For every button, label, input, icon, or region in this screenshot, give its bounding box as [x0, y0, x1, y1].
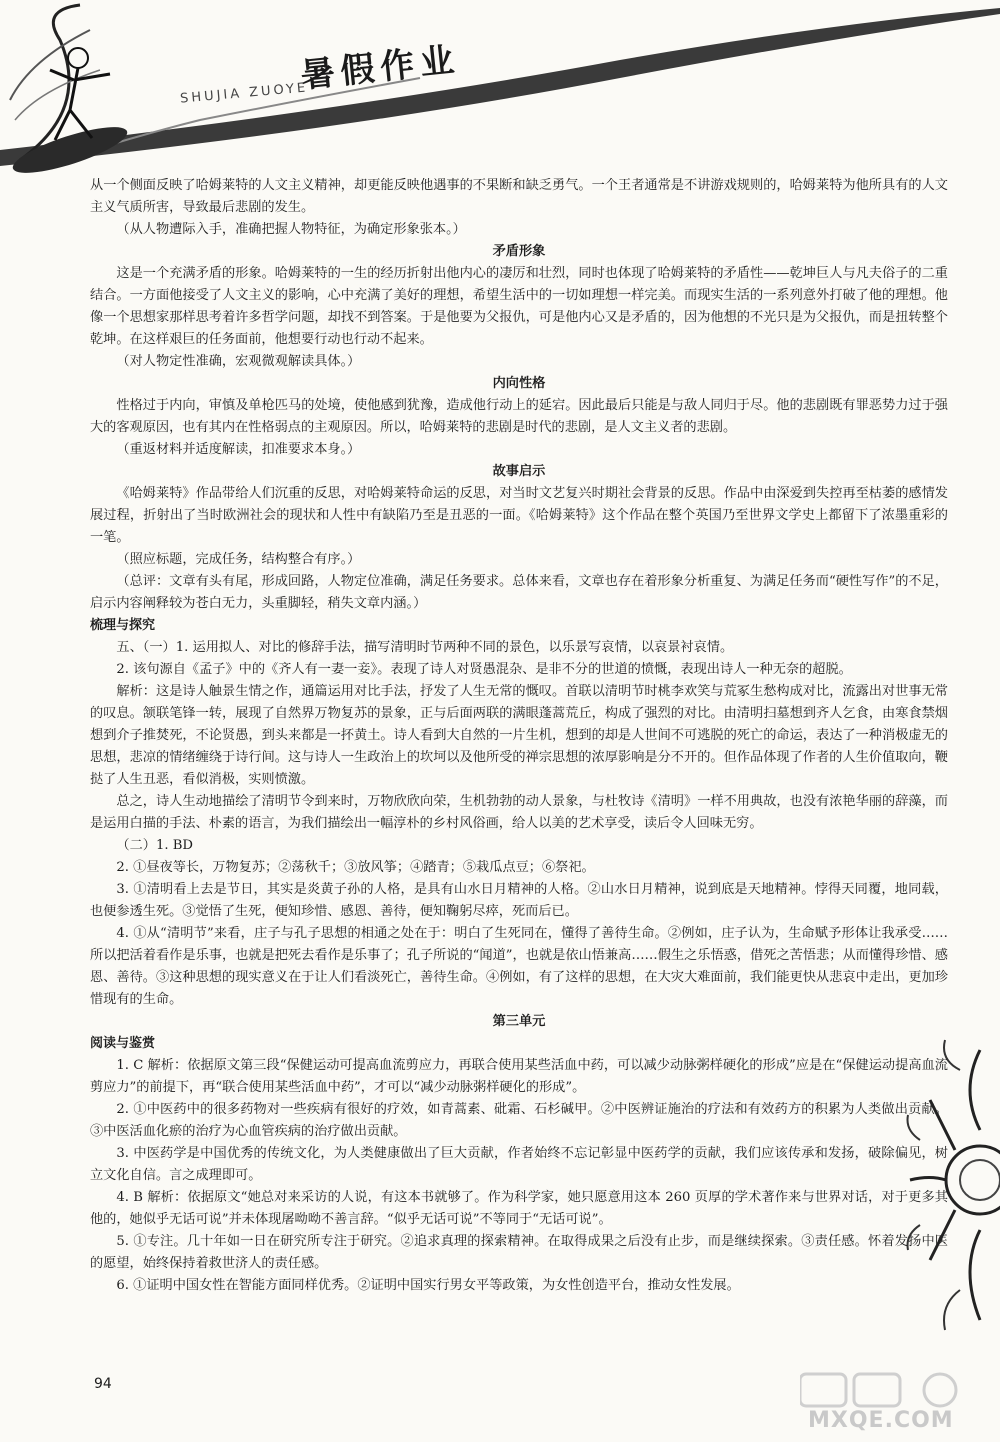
page-number: 94 [94, 1376, 112, 1392]
header-title: 暑假作业 [298, 39, 463, 97]
watermark-text: MXQE.COM [808, 1408, 954, 1433]
answer-item: 3. 中医药学是中国优秀的传统文化，为人类健康做出了巨大贡献，作者始终不忘记彰显中医药学的贡献，我们应该传承和发扬，破除偏见，树立文化自信。言之成理即可。 [90, 1146, 948, 1183]
answer-item: 4. B 解析：依据原文“她总对来采访的人说，有这本书就够了。作为科学家，她只愿意用这本 260 页厚的学术著作来与世界对话，对于更多其他的，她似乎无话可说”并未体现屠呦呦不善言辞。“似乎无话可说”不等同于“无话可说”。 [90, 1190, 948, 1227]
paragraph: 这是一个充满矛盾的形象。哈姆莱特的一生的经历折射出他内心的凄厉和壮烈，同时也体现了哈姆莱特的矛盾性——乾坤巨人与凡夫俗子的二重结合。一方面他接受了人文主义的影响，心中充满了美好的理想，希望生活中的一切如理想一样完美。而现实生活的一系列意外打破了他的理想。他像一个思想家那样思考着许多哲学问题，却找不到答案。于是他要为父报仇，可是他内心又是矛盾的，因为他想的不光只是为父报仇，而是扭转整个乾坤。在这样艰巨的任务面前，他想要行动也行动不起来。 [90, 266, 948, 347]
watermark-logo [800, 1372, 990, 1412]
annotation: （从人物遭际入手，准确把握人物特征，为确定形象张本。） [116, 222, 466, 237]
paragraph: 性格过于内向，审慎及单枪匹马的处境，使他感到犹豫，造成他行动上的延宕。因此最后只能是与敌人同归于尽。他的悲剧既有罪恶势力过于强大的客观原因，也有其内在性格弱点的主观原因。所以，哈姆莱特的悲剧是时代的悲剧，是人文主义者的悲剧。 [90, 398, 948, 435]
answer-item: 6. ①证明中国女性在智能方面同样优秀。②证明中国实行男女平等政策，为女性创造平台，推动女性发展。 [116, 1278, 740, 1293]
paragraph: 从一个侧面反映了哈姆莱特的人文主义精神，却更能反映他遇事的不果断和缺乏勇气。一个王者通常是不讲游戏规则的，哈姆莱特为他所具有的人文主义气质所害，导致最后悲剧的发生。 [90, 178, 948, 215]
section-heading: 故事启示 [492, 464, 546, 479]
sun-ornament-illustration [900, 1030, 1000, 1360]
header-subtitle: SHUJIA ZUOYE [179, 80, 309, 107]
answer-item: 五、（一）1. 运用拟人、对比的修辞手法，描写清明时节两种不同的景色，以乐景写哀情，以哀景衬哀情。 [116, 640, 734, 655]
section-title: 阅读与鉴赏 [90, 1036, 156, 1051]
answer-item: 3. ①清明看上去是节日，其实是炎黄子孙的人格，是具有山水日月精神的人格。②山水日月精神，说到底是天地精神。悖得天同覆，地同载，也便参透生死。③觉悟了生死，便知珍惜、感恩、善待，便知鞠躬尽瘁，死而后已。 [90, 882, 948, 919]
unit-heading: 第三单元 [492, 1014, 546, 1029]
answer-item: 1. C 解析：依据原文第三段“保健运动可提高血流剪应力，再联合使用某些活血中药，可以减少动脉粥样硬化的形成”应是在“保健运动提高血流剪应力”的前提下，再“联合使用某些活血中药”，才可以“减少动脉粥样硬化的形成”。 [90, 1058, 948, 1095]
page-header [0, 0, 1000, 180]
surfer-banner-illustration [0, 0, 1000, 180]
section-heading: 内向性格 [492, 376, 546, 391]
answer-item: 2. ①中医药中的很多药物对一些疾病有很好的疗效，如青蒿素、砒霜、石杉碱甲。②中医辨证施治的疗法和有效药方的积累为人类做出贡献。③中医活血化瘀的治疗为心血管疾病的治疗做出贡献。 [90, 1102, 948, 1139]
page-content [90, 175, 948, 1297]
annotation: （照应标题，完成任务，结构整合有序。） [116, 552, 361, 567]
answer-item: 4. ①从“清明节”来看，庄子与孔子思想的相通之处在于：明白了生死同在，懂得了善待生命。②例如，庄子认为，生命赋予形体让我承受……所以把活着看作是乐事，也就是把死去看作是乐事了；孔子所说的“闻道”，也就是依山悟兼高……假生之乐悟惑，借死之苦悟悲；从而懂得珍惜、感恩、善待。③这种思想的现实意义在于让人们看淡死亡，善待生命。④例如，有了这样的思想，在大灾大难面前，我们能更快从悲哀中走出，更加珍惜现有的生命。 [90, 926, 948, 1007]
answer-item: 2. 该句源自《孟子》中的《齐人有一妻一妾》。表现了诗人对贤愚混杂、是非不分的世道的愤慨，表现出诗人一种无奈的超脱。 [116, 662, 852, 677]
section-title: 梳理与探究 [90, 618, 156, 633]
answer-item: 5. ①专注。几十年如一日在研究所专注于研究。②追求真理的探索精神。在取得成果之后没有止步，而是继续探索。③责任感。怀着发扬中医的愿望，始终保持着救世济人的责任感。 [90, 1234, 948, 1271]
annotation: （重返材料并适度解读，扣准要求本身。） [116, 442, 361, 457]
annotation: （对人物定性准确，宏观微观解读具体。） [116, 354, 361, 369]
annotation: （总评：文章有头有尾，形成回路，人物定位准确，满足任务要求。总体来看，文章也存在着形象分析重复、为满足任务而“硬性写作”的不足，启示内容阐释较为苍白无力，头重脚轻，稍失文章内涵。） [90, 574, 948, 611]
paragraph: 《哈姆莱特》作品带给人们沉重的反思，对哈姆莱特命运的反思，对当时文艺复兴时期社会背景的反思。作品中由深爱到失控再至枯萎的感情发展过程，折射出了当时欧洲社会的现状和人性中有缺陷乃至是丑恶的一面。《哈姆莱特》这个作品在整个英国乃至世界文学史上都留下了浓墨重彩的一笔。 [90, 486, 948, 545]
answer-item: （二）1. BD [116, 838, 193, 853]
answer-item: 2. ①昼夜等长，万物复苏；②荡秋千；③放风筝；④踏青；⑤栽瓜点豆；⑥祭祀。 [116, 860, 595, 875]
answer-item: 解析：这是诗人触景生情之作，通篇运用对比手法，抒发了人生无常的慨叹。首联以清明节时桃李欢笑与荒冢生愁构成对比，流露出对世事无常的叹息。颔联笔锋一转，展现了自然界万物复苏的景象，正与后面两联的满眼蓬蒿荒丘，构成了强烈的对比。由清明扫墓想到齐人乞食，由寒食禁烟想到介子推焚死，不论贤愚，到头来都是一抔黄土。诗人看到大自然的一片生机，想到的却是人世间不可逃脱的死亡的命运，表达了一种消极虚无的思想，悲凉的情绪缠绕于诗行间。这与诗人一生政治上的坎坷以及他所受的禅宗思想的浓厚影响是分不开的。但作品体现了作者的人生价值取向，鞭挞了人生丑恶，看似消极，实则愤激。 [90, 684, 948, 787]
answer-item: 总之，诗人生动地描绘了清明节令到来时，万物欣欣向荣，生机勃勃的动人景象，与杜牧诗《清明》一样不用典故，也没有浓艳华丽的辞藻，而是运用白描的手法、朴素的语言，为我们描绘出一幅淳朴的乡村风俗画，给人以美的艺术享受，读后令人回味无穷。 [90, 794, 948, 831]
section-heading: 矛盾形象 [492, 244, 546, 259]
